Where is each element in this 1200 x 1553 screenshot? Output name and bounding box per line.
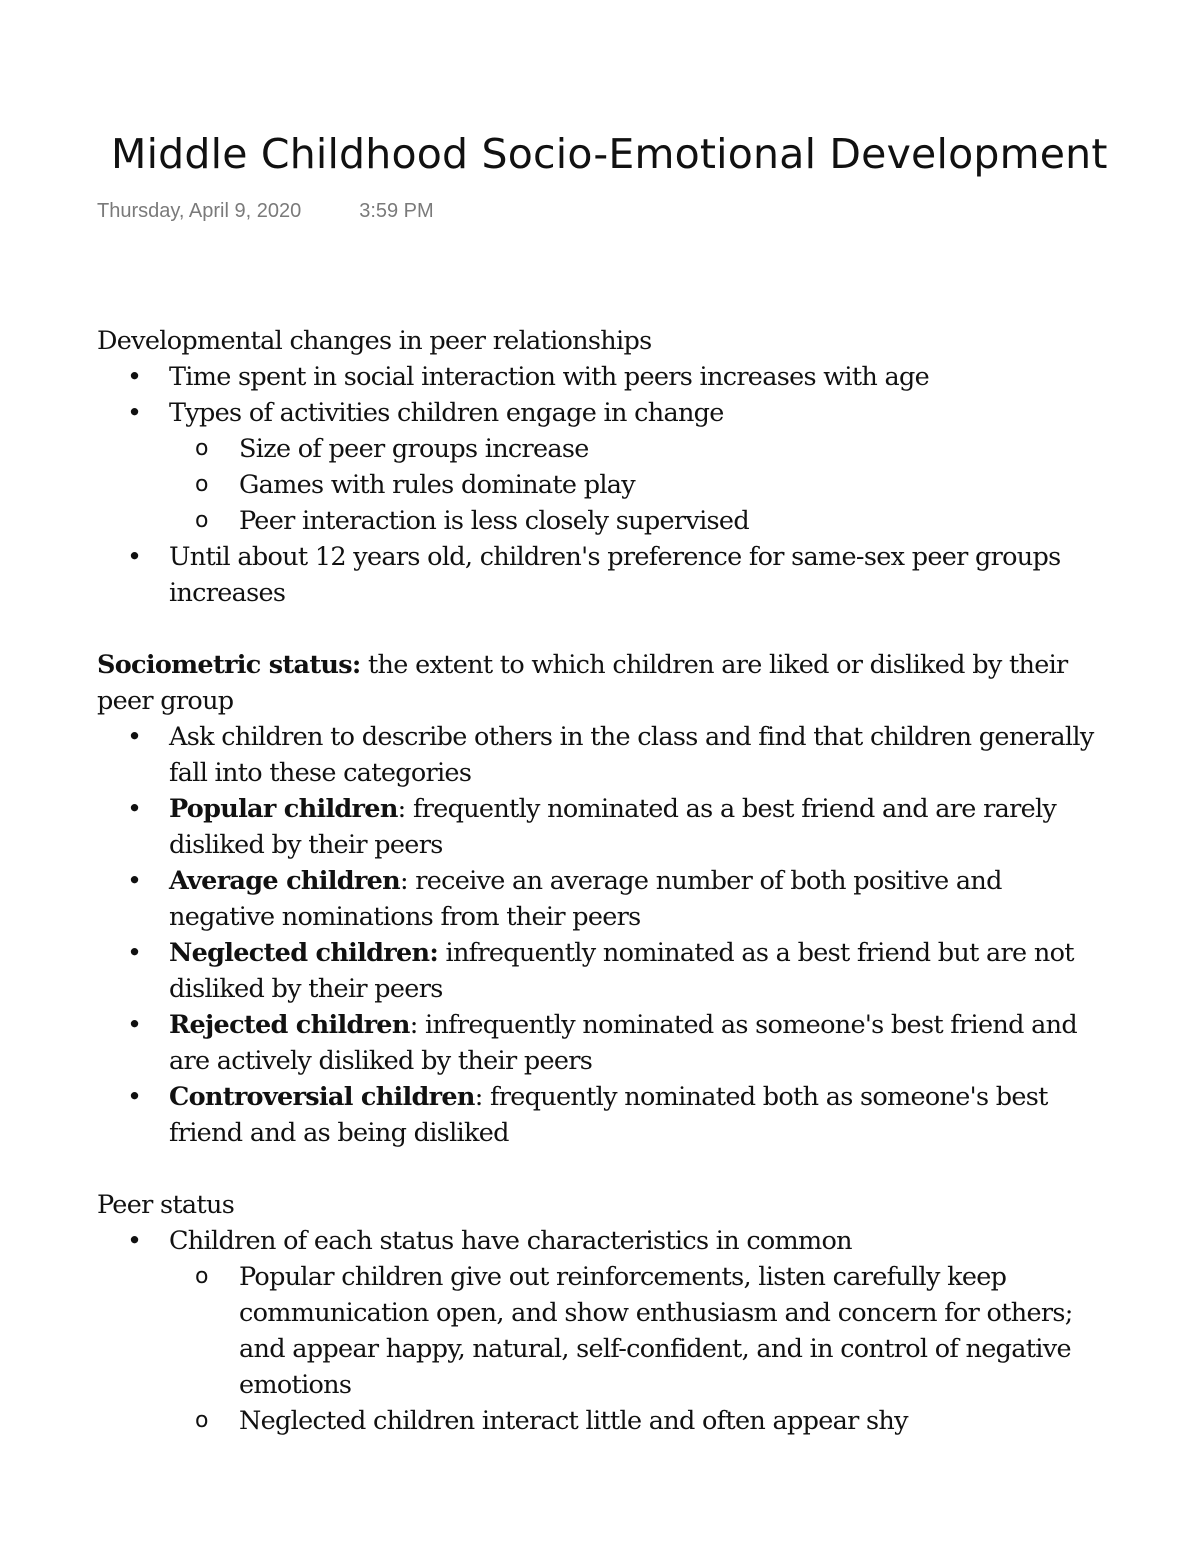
term-neglected-children: Neglected children:	[169, 938, 439, 968]
term-popular-children: Popular children	[169, 794, 398, 824]
term-average-children: Average children	[169, 866, 400, 896]
definition-text: : infrequently nominated as someone's best friend and	[409, 1010, 1077, 1040]
sociometric-list	[97, 719, 1200, 1151]
circle-bullet-icon: o	[195, 436, 208, 461]
list-item-text	[169, 1079, 1200, 1115]
bullet-icon: •	[127, 362, 142, 392]
list-item-text	[169, 935, 1200, 971]
list-item-text: Size of peer groups increase	[239, 434, 589, 464]
definition-text: : receive an average number of both positive and	[399, 866, 1002, 896]
list-item-neglected	[97, 935, 1200, 1007]
list-item-text: Peer interaction is less closely supervised	[239, 506, 749, 536]
page-title: Middle Childhood Socio-Emotional Development	[111, 130, 1108, 178]
list-item-text: emotions	[239, 1370, 352, 1400]
list-item-text: negative nominations from their peers	[169, 902, 641, 932]
definition-text: the extent to which children are liked or disliked by their	[360, 650, 1068, 680]
list-item	[97, 719, 1200, 791]
list-item-text: Time spent in social interaction with peers increases with age	[169, 362, 930, 392]
note-body[interactable]	[97, 323, 1200, 1437]
list-item-popular	[97, 791, 1200, 863]
section-heading-peer-status: Peer status	[97, 1190, 235, 1220]
page-time: 3:59 PM	[359, 200, 434, 222]
list-item-text: and appear happy, natural, self-confident, and in control of negative	[239, 1334, 1071, 1364]
spacer	[97, 1151, 1200, 1187]
circle-bullet-icon: o	[195, 508, 208, 533]
bullet-icon: •	[127, 938, 142, 968]
sub-list-item	[97, 431, 1200, 467]
list-item-text: friend and as being disliked	[169, 1118, 509, 1148]
bullet-icon: •	[127, 794, 142, 824]
circle-bullet-icon: o	[195, 472, 208, 497]
list-item-text: Games with rules dominate play	[239, 470, 636, 500]
list-item-text: disliked by their peers	[169, 830, 443, 860]
list-item-text: Ask children to describe others in the class and find that children generally	[169, 722, 1094, 752]
bullet-icon: •	[127, 542, 142, 572]
term-rejected-children: Rejected children	[169, 1010, 410, 1040]
list-item-text: disliked by their peers	[169, 974, 443, 1004]
list-item-rejected	[97, 1007, 1200, 1079]
list-item-text: fall into these categories	[169, 758, 472, 788]
list-item-text	[169, 791, 1200, 827]
list-item	[97, 395, 1200, 431]
definition-text: infrequently nominated as a best friend but are not	[438, 938, 1074, 968]
sub-list-item	[97, 503, 1200, 539]
list-item-text	[169, 863, 1200, 899]
spacer	[97, 611, 1200, 647]
list-item-text: communication open, and show enthusiasm and concern for others;	[239, 1298, 1073, 1328]
sociometric-definition-continued: peer group	[97, 686, 234, 716]
sub-list-item	[97, 1259, 1200, 1403]
bullet-icon: •	[127, 398, 142, 428]
list-item-text: Until about 12 years old, children's preference for same-sex peer groups	[169, 542, 1061, 572]
list-item-text: Neglected children interact little and often appear shy	[239, 1406, 908, 1436]
peer-status-list	[97, 1223, 1200, 1437]
list-item-text: Popular children give out reinforcements, listen carefully keep	[239, 1262, 1007, 1292]
term-controversial-children: Controversial children	[169, 1082, 475, 1112]
list-item-text: increases	[169, 578, 286, 608]
circle-bullet-icon: o	[195, 1408, 208, 1433]
page-meta	[97, 200, 434, 223]
definition-text: : frequently nominated as a best friend and are rarely	[397, 794, 1057, 824]
bullet-icon: •	[127, 1082, 142, 1112]
bullet-icon: •	[127, 866, 142, 896]
bullet-icon: •	[127, 722, 142, 752]
sub-list-item	[97, 1403, 1200, 1437]
list-item-text	[169, 1007, 1200, 1043]
bullet-icon: •	[127, 1226, 142, 1256]
list-item-text: Children of each status have characteristics in common	[169, 1226, 852, 1256]
sociometric-definition	[97, 647, 1200, 683]
sub-list-item	[97, 467, 1200, 503]
definition-text: : frequently nominated both as someone's best	[474, 1082, 1048, 1112]
term-sociometric-status: Sociometric status:	[97, 650, 361, 680]
list-item	[97, 1223, 1200, 1259]
list-item-average	[97, 863, 1200, 935]
list-item	[97, 359, 1200, 395]
section-heading-peer-relationships: Developmental changes in peer relationships	[97, 326, 652, 356]
list-item-text: Types of activities children engage in change	[169, 398, 724, 428]
peer-relationships-list	[97, 359, 1200, 611]
list-item	[97, 539, 1200, 611]
page-date: Thursday, April 9, 2020	[97, 200, 302, 222]
list-item-controversial	[97, 1079, 1200, 1151]
circle-bullet-icon: o	[195, 1264, 208, 1289]
list-item-text: are actively disliked by their peers	[169, 1046, 593, 1076]
bullet-icon: •	[127, 1010, 142, 1040]
